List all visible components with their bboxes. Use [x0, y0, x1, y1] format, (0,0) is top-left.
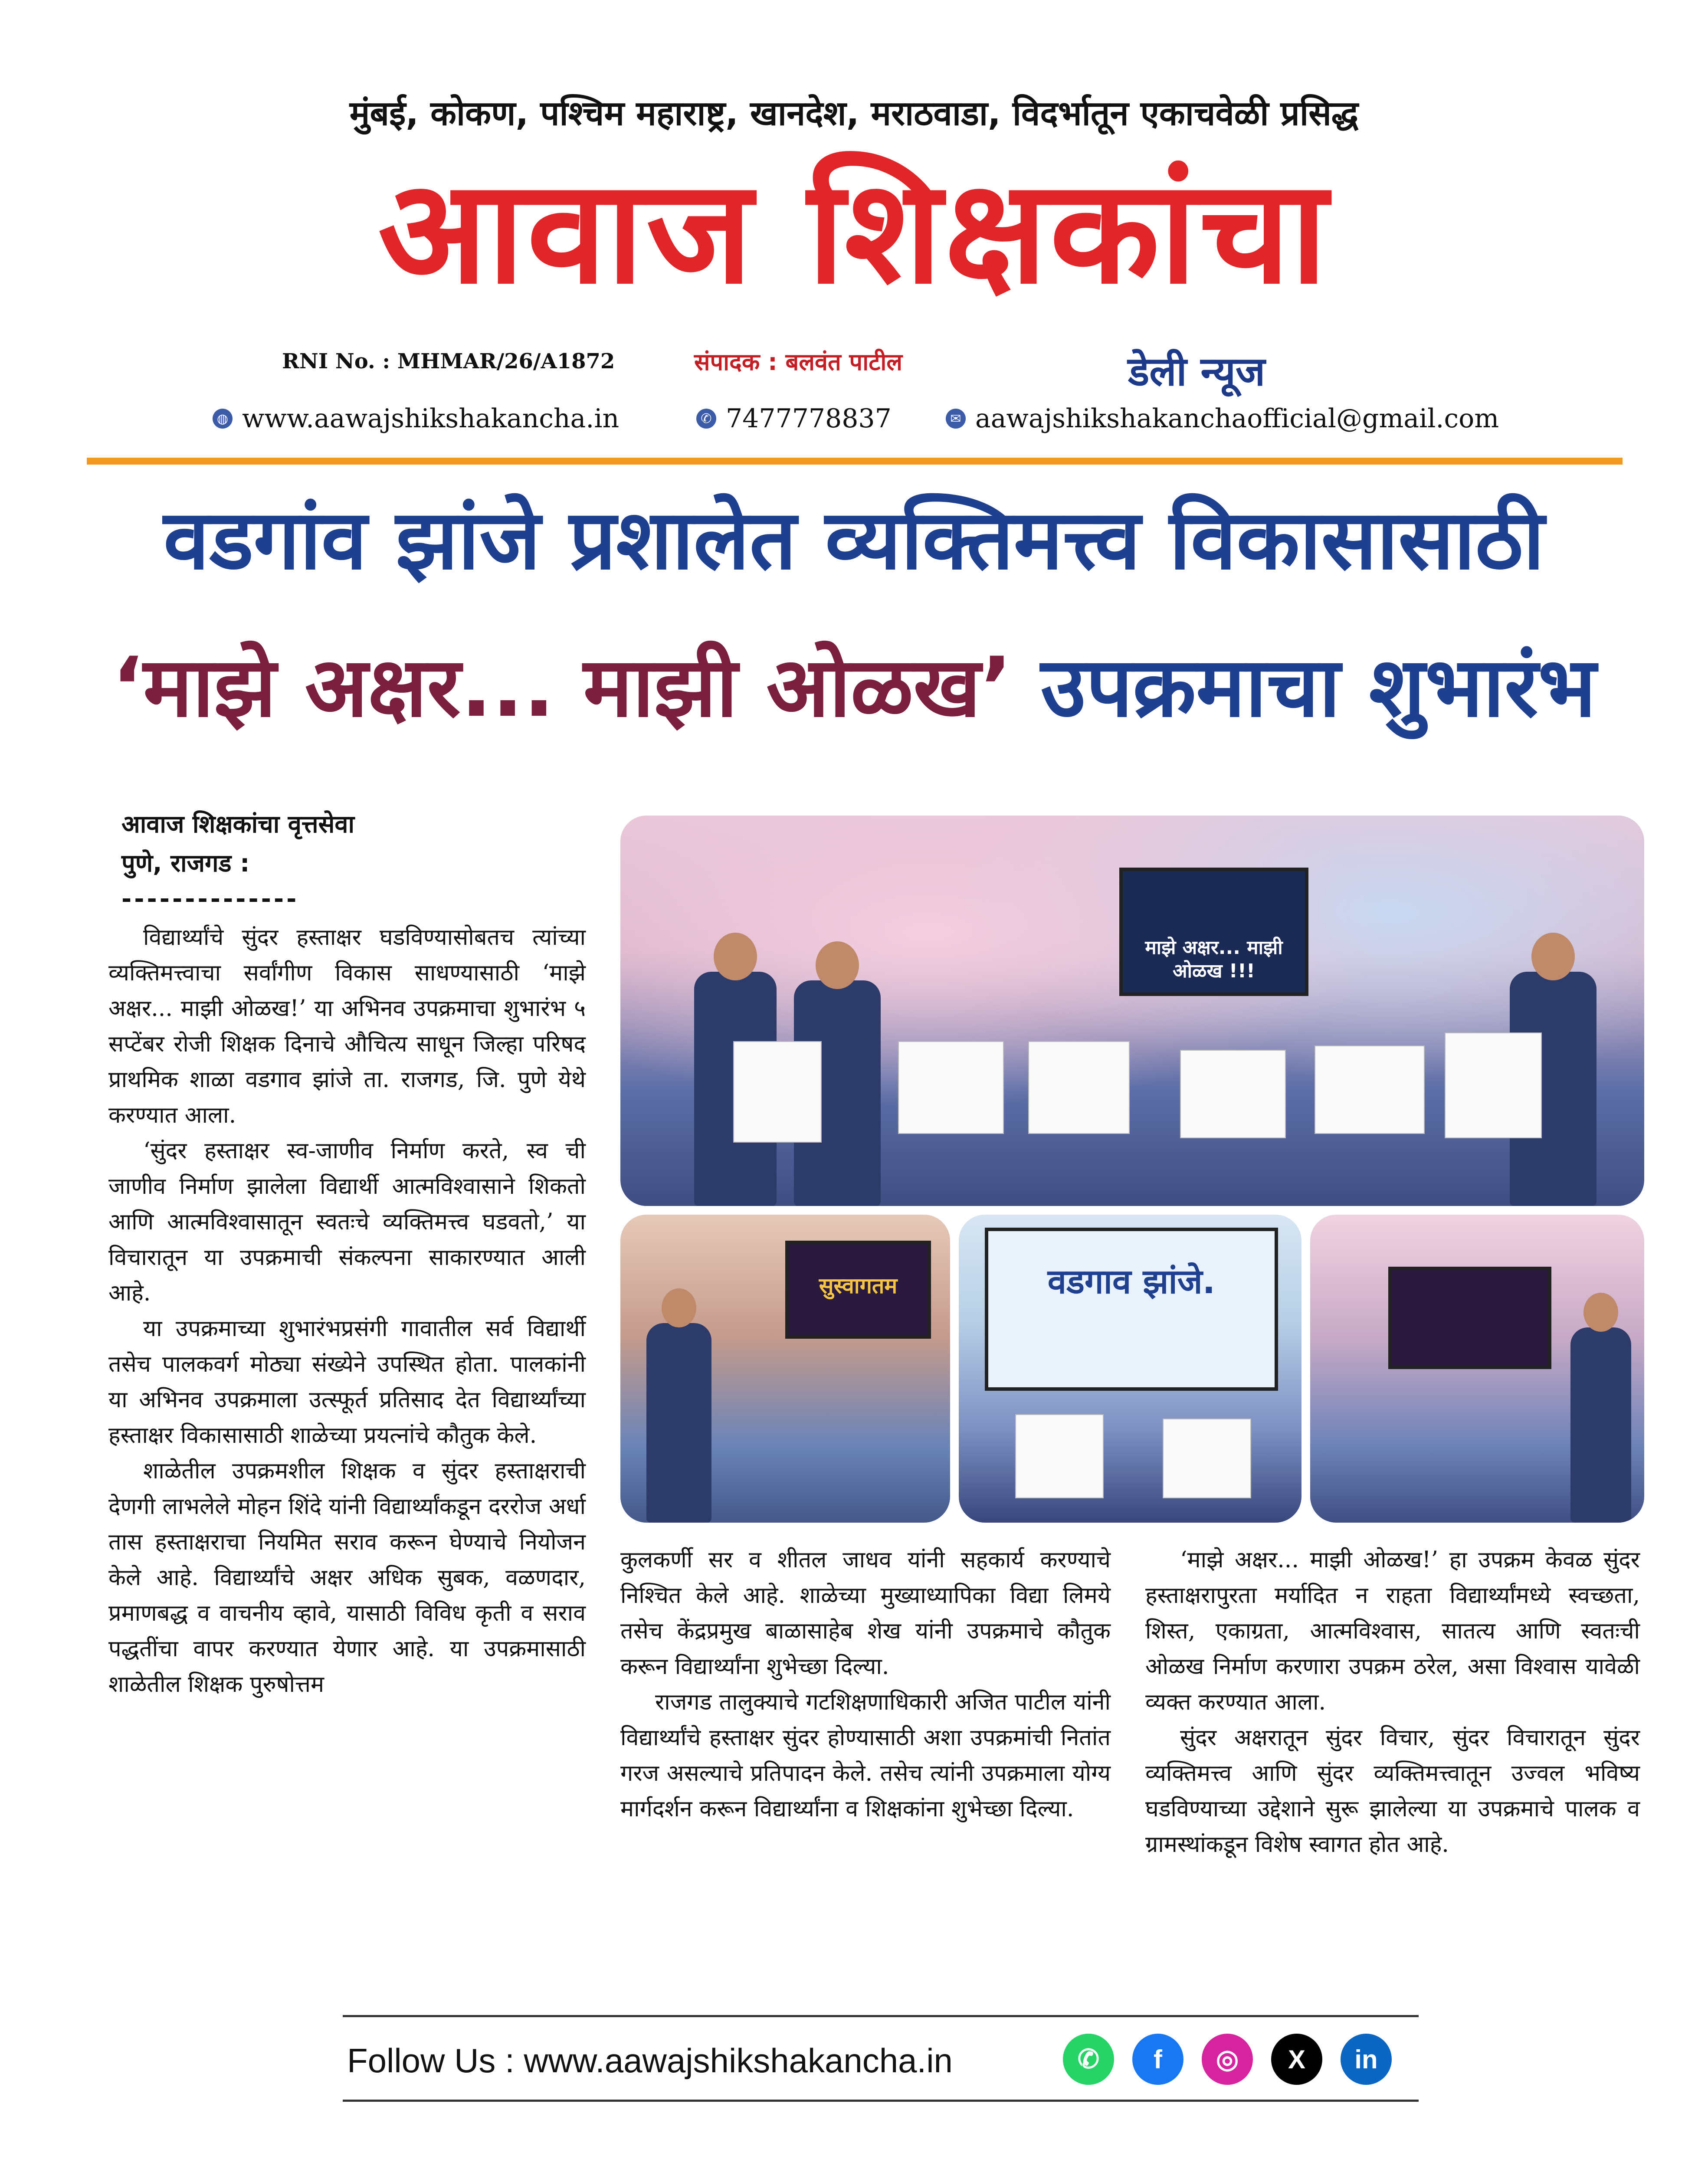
paper-sheet: [1445, 1032, 1542, 1138]
email-text: aawajshikshakanchaofficial@gmail.com: [975, 403, 1499, 434]
person: [1570, 1327, 1631, 1523]
phone-text: 7477778837: [726, 403, 892, 434]
footer-divider-top: [343, 2015, 1419, 2017]
face: [1531, 933, 1575, 980]
website-contact[interactable]: [213, 403, 619, 434]
headline-line2: [0, 639, 1708, 735]
article-column-3: [1145, 1542, 1640, 1862]
byline-separator: --------------: [121, 885, 299, 913]
headline-quote: ‘माझे अक्षर... माझी ओळख’: [112, 639, 1012, 735]
banner-text: सुस्वागतम: [819, 1273, 898, 1298]
x-icon[interactable]: X: [1271, 2034, 1322, 2085]
screen-text: माझे अक्षर... माझी ओळख !!!: [1145, 937, 1283, 982]
paragraph: राजगड तालुक्याचे गटशिक्षणाधिकारी अजित पाटील यांनी विद्यार्थ्यांचे हस्ताक्षर सुंदर होण्यासाठी अशा उपक्रमांची नितांत गरज असल्याचे प्रतिपादन केले. तसेच त्यांनी उपक्रमाला योग्य मार्गदर्शन करून विद्यार्थ्यांना व शिक्षकांना शुभेच्छा दिल्या.: [620, 1689, 1111, 1822]
photo-welcome-room: [1310, 1215, 1644, 1523]
paper-sheet: [1163, 1419, 1251, 1498]
header-divider: [87, 458, 1623, 465]
byline-source: आवाज शिक्षकांचा वृत्तसेवा: [121, 810, 355, 839]
byline-place: पुणे, राजगड :: [121, 849, 250, 878]
paragraph: शाळेतील उपक्रमशील शिक्षक व सुंदर हस्ताक्षराची देणगी लाभलेले मोहन शिंदे यांनी विद्यार्थ्यांकडून दररोज अर्धा तास हस्ताक्षराचा नियमित सराव करून घेण्याचे नियोजन केले आहे. विद्यार्थ्यांचे अक्षर अधिक सुबक, वळणदार, प्रमाणबद्ध व वाचनीय व्हावे, यासाठी विविध कृती व सराव पद्धतींचा वापर करण्यात येणार आहे. या उपक्रमासाठी शाळेतील शिक्षक पुरुषोत्तम: [108, 1458, 586, 1697]
photo-students-screen: [959, 1215, 1301, 1523]
article-column-1: [108, 920, 586, 1702]
headline-line1: वडगांव झांजे प्रशालेत व्यक्तिमत्त्व विकासासाठी: [163, 492, 1545, 588]
paper-sheet: [898, 1041, 1004, 1134]
editor-credit: संपादक : बलवंत पाटील: [694, 348, 903, 376]
face: [662, 1288, 696, 1327]
tagline: मुंबई, कोकण, पश्चिम महाराष्ट्र, खानदेश, मराठवाडा, विदर्भातून एकाचवेळी प्रसिद्ध: [349, 94, 1359, 133]
globe-icon: ◍: [213, 409, 233, 429]
rni-number: RNI No. : MHMAR/26/A1872: [282, 349, 615, 374]
headline-rest: उपक्रमाचा शुभारंभ: [1040, 639, 1596, 735]
daily-news-label: डेली न्यूज: [1128, 348, 1265, 395]
phone-icon: ✆: [696, 409, 716, 429]
linkedin-icon[interactable]: in: [1341, 2034, 1392, 2085]
projector-screen: [1119, 868, 1308, 996]
paragraph: ‘माझे अक्षर... माझी ओळख!’ हा उपक्रम केवळ सुंदर हस्ताक्षरापुरता मर्यादित न राहता विद्यार्थ्यांमध्ये स्वच्छता, शिस्त, एकाग्रता, आत्मविश्वास, सातत्य आणि स्वतःची ओळख निर्माण करणारा उपक्रम ठरेल, असा विश्वास यावेळी व्यक्त करण्यात आला.: [1145, 1547, 1640, 1715]
whatsapp-icon[interactable]: ✆: [1063, 2034, 1114, 2085]
article-column-2: [620, 1542, 1111, 1827]
mail-icon: ✉: [946, 409, 966, 429]
paper-sheet: [1028, 1041, 1130, 1134]
website-text: www.aawajshikshakancha.in: [242, 403, 620, 434]
face: [714, 933, 757, 980]
follow-us-text[interactable]: Follow Us : www.aawajshikshakancha.in: [347, 2041, 953, 2080]
paragraph: विद्यार्थ्यांचे सुंदर हस्ताक्षर घडविण्यासोबतच त्यांच्या व्यक्तिमत्त्वाचा सर्वांगीण विकास साधण्यासाठी ‘माझे अक्षर... माझी ओळख!’ या अभिनव उपक्रमाचा शुभारंभ ५ सप्टेंबर रोजी शिक्षक दिनाचे औचित्य साधून जिल्हा परिषद प्राथमिक शाळा वडगाव झांजे ता. राजगड, जि. पुणे येथे करण्यात आला.: [108, 924, 586, 1128]
person: [646, 1323, 711, 1523]
face: [816, 941, 859, 989]
paragraph: या उपक्रमाच्या शुभारंभप्रसंगी गावातील सर्व विद्यार्थी तसेच पालकवर्ग मोठ्या संख्येने उपस्थित होता. पालकांनी या अभिनव उपक्रमाला उत्स्फूर्त प्रतिसाद देत विद्यार्थ्यांच्या हस्ताक्षर विकासासाठी शाळेच्या प्रयत्नांचे कौतुक केले.: [108, 1316, 586, 1448]
paper-sheet: [1015, 1414, 1104, 1498]
facebook-icon[interactable]: f: [1132, 2034, 1183, 2085]
instagram-icon[interactable]: ◎: [1202, 2034, 1253, 2085]
paragraph: ‘सुंदर हस्ताक्षर स्व-जाणीव निर्माण करते, स्व ची जाणीव निर्माण झालेला विद्यार्थी आत्मविश्वासाने शिकतो आणि आत्मविश्वासातून स्वतःचे व्यक्तिमत्त्व घडवतो,’ या विचारातून या उपक्रमाची संकल्पना साकारण्यात आली आहे.: [108, 1138, 586, 1306]
paper-sheet: [733, 1041, 822, 1143]
banner-screen: [1388, 1267, 1551, 1369]
paragraph: सुंदर अक्षरातून सुंदर विचार, सुंदर विचारातून सुंदर व्यक्तिमत्त्व आणि सुंदर व्यक्तिमत्त्वातून उज्वल भविष्य घडविण्याच्या उद्देशाने सुरू झालेल्या या उपक्रमाचे पालक व ग्रामस्थांकडून विशेष स्वागत होत आहे.: [1145, 1725, 1640, 1858]
paragraph: कुलकर्णी सर व शीतल जाधव यांनी सहकार्य करण्याचे निश्चित केले आहे. शाळेच्या मुख्याध्यापिका विद्या लिमये तसेच केंद्रप्रमुख बाळासाहेब शेख यांनी उपक्रमाचे कौतुक करून विद्यार्थ्यांना शुभेच्छा दिल्या.: [620, 1547, 1111, 1680]
banner-screen: [785, 1241, 931, 1339]
main-photo: [620, 816, 1644, 1206]
phone-contact[interactable]: [696, 403, 892, 434]
paper-sheet: [1180, 1050, 1286, 1138]
footer-divider-bottom: [343, 2100, 1419, 2102]
screen-title: वडगाव झांजे.: [1047, 1262, 1216, 1301]
face: [1583, 1293, 1618, 1332]
email-contact[interactable]: [946, 403, 1499, 434]
paper-sheet: [1315, 1045, 1425, 1134]
masthead-title: आवाज शिक्षकांचा: [378, 149, 1330, 315]
projector-screen: [985, 1228, 1278, 1391]
photo-welcome-stage: [620, 1215, 950, 1523]
